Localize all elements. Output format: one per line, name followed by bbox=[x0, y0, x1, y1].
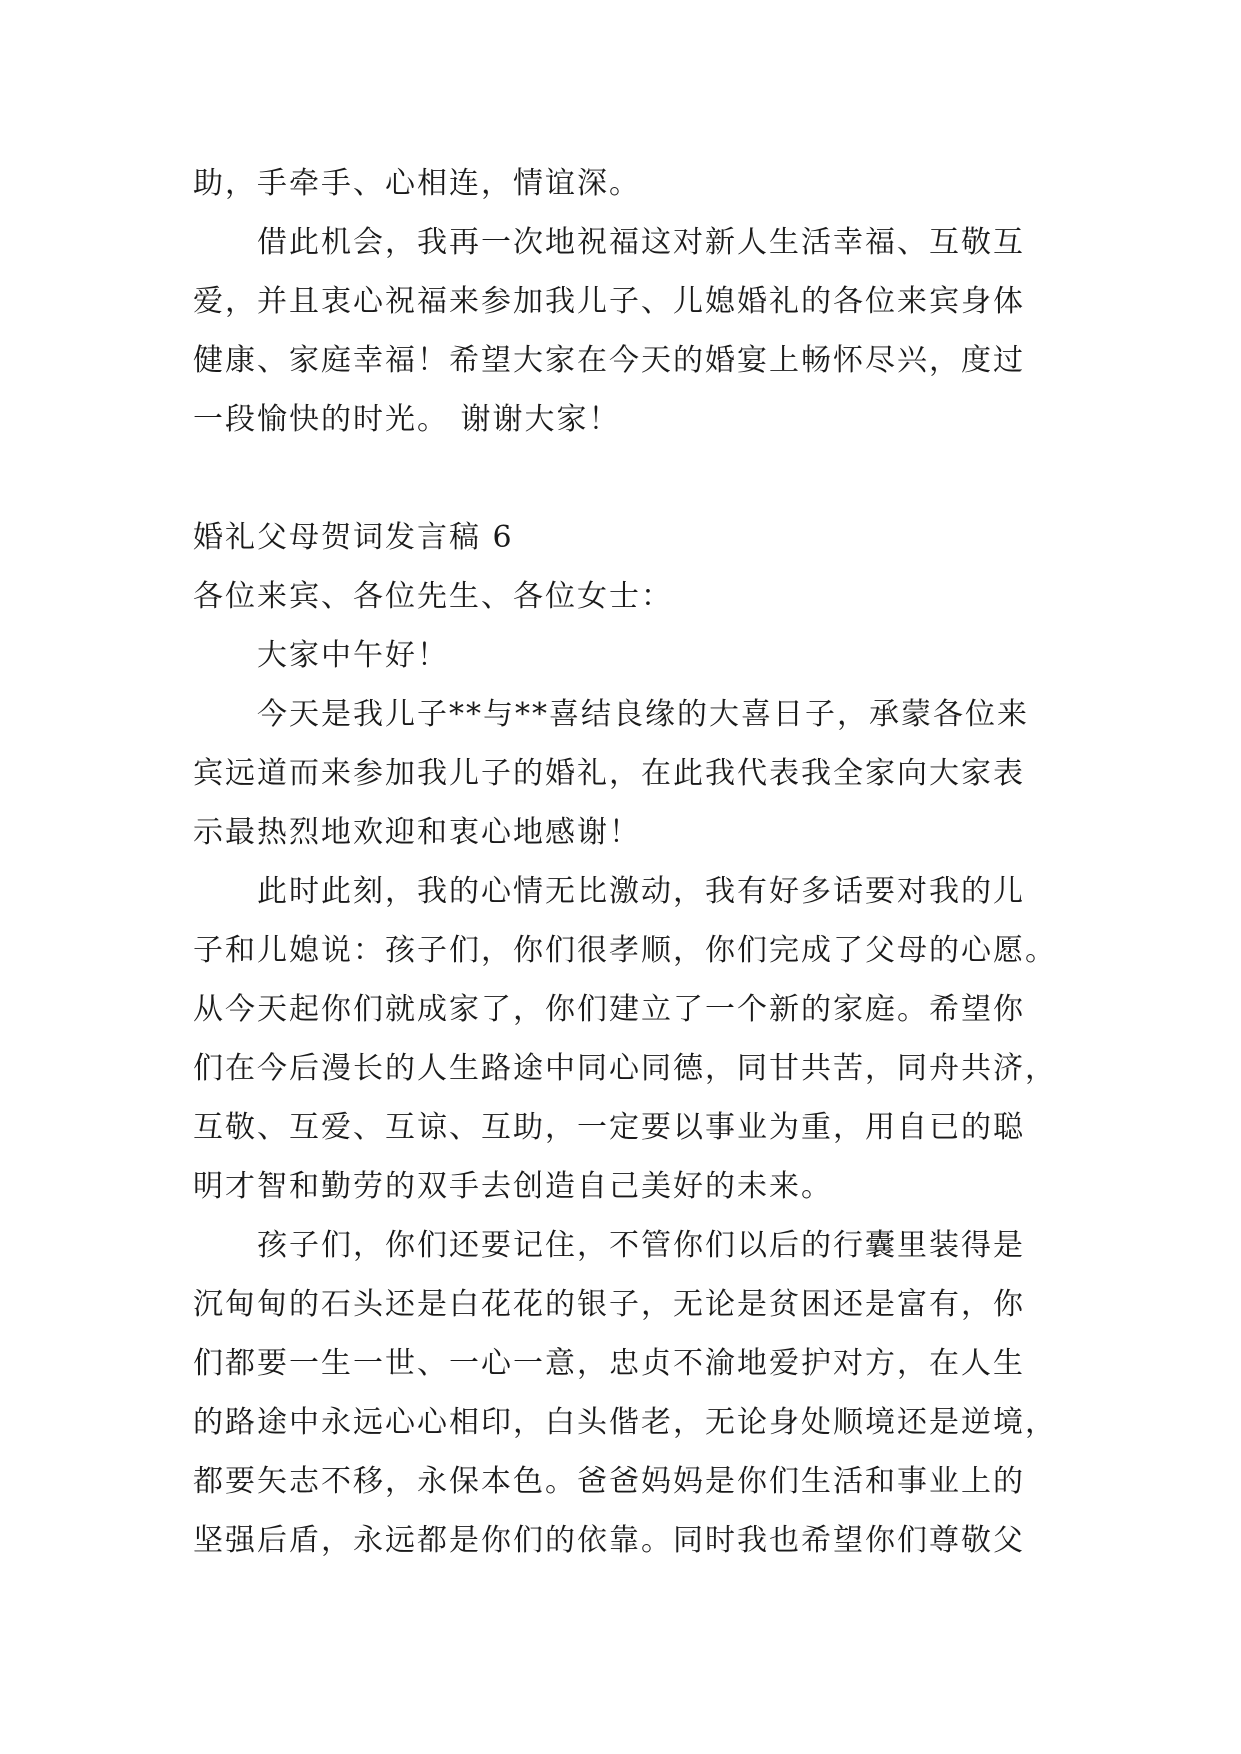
text-line: 都要矢志不移，永保本色。爸爸妈妈是你们生活和事业上的 bbox=[193, 1464, 1025, 1499]
previous-speech-ending bbox=[193, 154, 1053, 449]
text-line: 爱，并且衷心祝福来参加我儿子、儿媳婚礼的各位来宾身体 bbox=[193, 284, 1025, 319]
text-line: 示最热烈地欢迎和衷心地感谢！ bbox=[193, 815, 641, 850]
text-line: 子和儿媳说：孩子们，你们很孝顺，你们完成了父母的心愿。 bbox=[193, 933, 1057, 968]
text-line: 从今天起你们就成家了，你们建立了一个新的家庭。希望你 bbox=[193, 992, 1025, 1027]
section-heading bbox=[193, 508, 1053, 685]
text-line: 的路途中永远心心相印，白头偕老，无论身处顺境还是逆境， bbox=[193, 1405, 1057, 1440]
text-line: 们都要一生一世、一心一意，忠贞不渝地爱护对方，在人生 bbox=[193, 1346, 1025, 1381]
paragraph-welcome bbox=[193, 685, 1053, 862]
text-line: 此时此刻，我的心情无比激动，我有好多话要对我的儿 bbox=[257, 874, 1025, 909]
text-line: 互敬、互爱、互谅、互助，一定要以事业为重，用自已的聪 bbox=[193, 1110, 1025, 1145]
text-line: 们在今后漫长的人生路途中同心同德，同甘共苦，同舟共济， bbox=[193, 1051, 1057, 1086]
text-line: 今天是我儿子**与**喜结良缘的大喜日子，承蒙各位来 bbox=[257, 697, 1029, 732]
text-line: 助，手牵手、心相连，情谊深。 bbox=[193, 166, 641, 201]
section-title: 婚礼父母贺词发言稿 6 bbox=[193, 520, 514, 555]
text-line: 孩子们，你们还要记住，不管你们以后的行囊里装得是 bbox=[257, 1228, 1025, 1263]
text-line: 一段愉快的时光。 谢谢大家！ bbox=[193, 402, 621, 437]
text-line: 明才智和勤劳的双手去创造自己美好的未来。 bbox=[193, 1169, 833, 1204]
text-line: 宾远道而来参加我儿子的婚礼，在此我代表我全家向大家表 bbox=[193, 756, 1025, 791]
greeting: 大家中午好！ bbox=[257, 638, 449, 673]
paragraph-wishes bbox=[193, 862, 1057, 1216]
text-line: 健康、家庭幸福！希望大家在今天的婚宴上畅怀尽兴，度过 bbox=[193, 343, 1025, 378]
text-line: 沉甸甸的石头还是白花花的银子，无论是贫困还是富有，你 bbox=[193, 1287, 1025, 1322]
salutation: 各位来宾、各位先生、各位女士： bbox=[193, 579, 673, 614]
text-line: 坚强后盾，永远都是你们的依靠。同时我也希望你们尊敬父 bbox=[193, 1523, 1025, 1558]
text-line: 借此机会，我再一次地祝福这对新人生活幸福、互敬互 bbox=[257, 225, 1025, 260]
paragraph-advice bbox=[193, 1216, 1057, 1570]
